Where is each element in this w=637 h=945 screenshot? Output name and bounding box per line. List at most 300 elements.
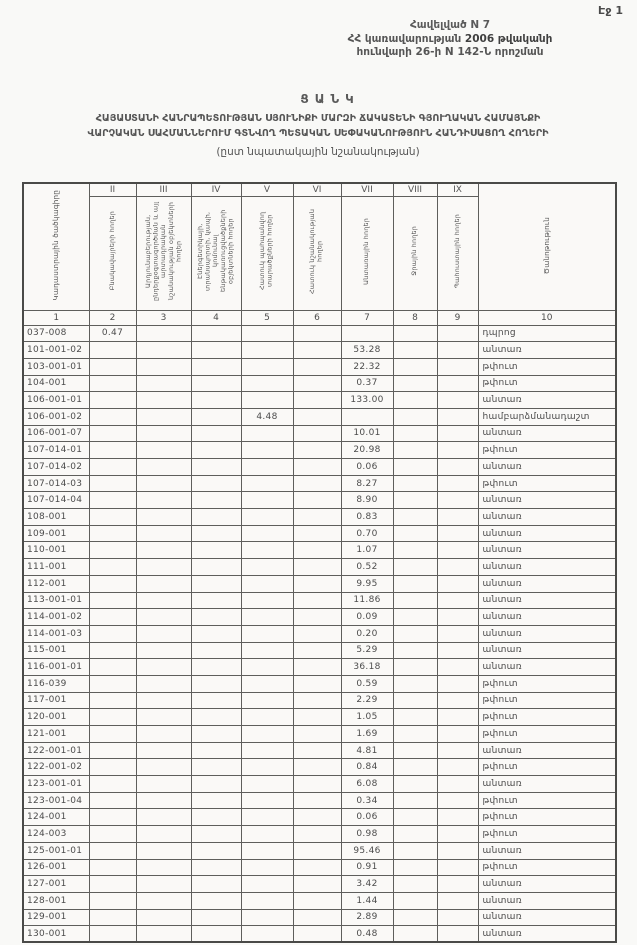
row-value: [89, 809, 136, 826]
row-note: անտառ: [478, 559, 616, 576]
row-value: 10.01: [341, 425, 393, 442]
col-header-industrial: Արդյունաբերության, ընդերքօգտագործման և այլ արտադրական նշանակության օբյեկտների հողեր: [136, 196, 191, 310]
appendix-line-2-normal: ՀՀ կառավարության: [347, 32, 465, 45]
row-value: 4.48: [241, 408, 293, 425]
row-code: 106-001-07: [23, 425, 89, 442]
row-value: [393, 876, 437, 893]
col-number-7: 7: [341, 310, 393, 325]
row-value: [393, 926, 437, 943]
col-number-10: 10: [478, 310, 616, 325]
table-row: [23, 809, 616, 826]
row-value: [393, 542, 437, 559]
row-value: [437, 642, 478, 659]
row-value: [437, 475, 478, 492]
page-number: Էջ 1: [598, 4, 623, 17]
row-value: [437, 859, 478, 876]
row-value: [136, 525, 191, 542]
row-value: [241, 892, 293, 909]
row-value: [437, 926, 478, 943]
row-value: [437, 559, 478, 576]
row-note: անտառ: [478, 909, 616, 926]
row-value: [393, 809, 437, 826]
row-value: [136, 625, 191, 642]
row-value: [437, 325, 478, 342]
row-note: անտառ: [478, 392, 616, 409]
row-value: [191, 892, 241, 909]
row-value: [393, 859, 437, 876]
row-value: [293, 609, 341, 626]
row-note: անտառ: [478, 926, 616, 943]
row-value: [89, 575, 136, 592]
row-code: 116-001-01: [23, 659, 89, 676]
row-value: [393, 909, 437, 926]
col-roman-5: V: [241, 183, 293, 196]
table-row: [23, 642, 616, 659]
col-header-cadastral-code: Կադաստրային ծածկագիրը: [23, 183, 89, 310]
row-value: [136, 742, 191, 759]
table-row: [23, 492, 616, 509]
row-value: [191, 659, 241, 676]
table-row: [23, 726, 616, 743]
table-row: [23, 358, 616, 375]
row-value: [437, 726, 478, 743]
row-value: [191, 859, 241, 876]
row-value: [393, 659, 437, 676]
row-value: 2.89: [341, 909, 393, 926]
row-value: [437, 659, 478, 676]
row-code: 107-014-02: [23, 459, 89, 476]
row-value: [191, 375, 241, 392]
row-value: [89, 542, 136, 559]
row-code: 126-001: [23, 859, 89, 876]
row-value: [191, 325, 241, 342]
row-note: անտառ: [478, 492, 616, 509]
col-header-water: Ջրային հողեր: [393, 196, 437, 310]
row-value: [191, 909, 241, 926]
row-value: [293, 926, 341, 943]
row-value: [241, 375, 293, 392]
row-value: [341, 325, 393, 342]
row-value: [241, 509, 293, 526]
row-value: [293, 425, 341, 442]
row-note: անտառ: [478, 509, 616, 526]
row-note: անտառ: [478, 459, 616, 476]
row-value: [393, 625, 437, 642]
col-header-forest: Անտառային հողեր: [341, 196, 393, 310]
row-value: [191, 642, 241, 659]
row-value: 0.59: [341, 675, 393, 692]
row-code: 121-001: [23, 726, 89, 743]
table-row: [23, 509, 616, 526]
subtitle-line-1: ՀԱՅԱՍՏԱՆԻ ՀԱՆՐԱՊԵՏՈՒԹՅԱՆ ՍՅՈՒՆԻՔԻ ՄԱՐԶԻ ՃԱԿԱՏԵՆԻ ԳՅՈՒՂԱԿԱՆ ՀԱՄԱՅՆՔԻ: [95, 113, 541, 124]
row-note: համբարձմանադաշտ: [478, 408, 616, 425]
row-value: [191, 358, 241, 375]
row-value: [241, 692, 293, 709]
row-note: թփուտ: [478, 692, 616, 709]
row-value: [89, 609, 136, 626]
row-value: [393, 392, 437, 409]
col-number-5: 5: [241, 310, 293, 325]
col-number-9: 9: [437, 310, 478, 325]
row-value: [191, 776, 241, 793]
row-value: [89, 358, 136, 375]
table-body: [23, 325, 616, 942]
land-parcels-table: [22, 182, 617, 943]
document-subtitle: [18, 111, 618, 141]
row-value: [293, 809, 341, 826]
row-value: [89, 675, 136, 692]
row-value: [393, 425, 437, 442]
row-code: 037-008: [23, 325, 89, 342]
col-header-note: Ծանոթություն: [478, 183, 616, 310]
row-value: [241, 642, 293, 659]
row-value: 0.06: [341, 459, 393, 476]
row-value: 95.46: [341, 842, 393, 859]
row-value: [437, 525, 478, 542]
row-value: [136, 859, 191, 876]
row-value: [393, 342, 437, 359]
row-note: անտառ: [478, 659, 616, 676]
row-value: [393, 525, 437, 542]
row-value: [136, 575, 191, 592]
row-value: [437, 609, 478, 626]
row-value: [393, 375, 437, 392]
row-value: [437, 675, 478, 692]
row-value: [136, 792, 191, 809]
row-value: [437, 692, 478, 709]
row-value: [241, 675, 293, 692]
row-value: [136, 876, 191, 893]
row-value: [191, 425, 241, 442]
row-note: անտառ: [478, 892, 616, 909]
table-row: [23, 675, 616, 692]
row-value: 9.95: [341, 575, 393, 592]
row-value: [191, 475, 241, 492]
row-value: 22.32: [341, 358, 393, 375]
row-value: [89, 459, 136, 476]
row-value: [293, 625, 341, 642]
row-value: [437, 459, 478, 476]
subtitle-line-2: ՎԱՐՉԱԿԱՆ ՍԱՀՄԱՆՆԵՐՈՒՄ ԳՏՆՎՈՂ ՊԵՏԱԿԱՆ ՍԵՓԱԿԱՆՈՒԹՅՈՒՆ ՀԱՆԴԻՍԱՑՈՂ ՀՈՂԵՐԻ: [87, 128, 549, 139]
row-value: [437, 776, 478, 793]
col-roman-6: VI: [293, 183, 341, 196]
row-value: [241, 592, 293, 609]
row-value: 0.70: [341, 525, 393, 542]
table-row: [23, 375, 616, 392]
row-value: [241, 859, 293, 876]
row-value: [89, 909, 136, 926]
row-value: [293, 726, 341, 743]
row-code: 104-001: [23, 375, 89, 392]
row-value: [136, 926, 191, 943]
row-value: [241, 926, 293, 943]
row-value: [89, 592, 136, 609]
row-value: [241, 358, 293, 375]
table-row: [23, 742, 616, 759]
row-value: 5.29: [341, 642, 393, 659]
row-value: [191, 826, 241, 843]
row-value: [393, 492, 437, 509]
row-value: [191, 559, 241, 576]
col-header-protected: Հատուկ պահպանվող տարածքների հողեր: [241, 196, 293, 310]
row-code: 113-001-01: [23, 592, 89, 609]
row-value: [293, 358, 341, 375]
row-code: 124-001: [23, 809, 89, 826]
row-note: անտառ: [478, 642, 616, 659]
row-value: [241, 876, 293, 893]
row-code: 114-001-02: [23, 609, 89, 626]
row-note: թփուտ: [478, 442, 616, 459]
row-code: 107-014-03: [23, 475, 89, 492]
row-value: [191, 609, 241, 626]
row-value: [191, 592, 241, 609]
row-value: [393, 459, 437, 476]
row-value: [136, 642, 191, 659]
table-row: [23, 475, 616, 492]
table-row: [23, 442, 616, 459]
row-note: թփուտ: [478, 792, 616, 809]
table-row: [23, 892, 616, 909]
row-value: [191, 442, 241, 459]
row-code: 120-001: [23, 709, 89, 726]
table-row: [23, 826, 616, 843]
table-row: [23, 325, 616, 342]
row-value: [136, 325, 191, 342]
row-value: [136, 675, 191, 692]
row-value: [136, 375, 191, 392]
row-value: [191, 809, 241, 826]
row-note: անտառ: [478, 876, 616, 893]
row-value: [437, 892, 478, 909]
row-value: 53.28: [341, 342, 393, 359]
col-header-special-purpose: Հատուկ նշանակության հողեր: [293, 196, 341, 310]
row-code: 129-001: [23, 909, 89, 926]
row-value: 0.48: [341, 926, 393, 943]
row-value: [293, 475, 341, 492]
row-note: թփուտ: [478, 826, 616, 843]
row-value: 0.84: [341, 759, 393, 776]
row-value: [241, 709, 293, 726]
table-row: [23, 559, 616, 576]
row-value: [89, 659, 136, 676]
row-note: թփուտ: [478, 859, 616, 876]
row-value: [393, 842, 437, 859]
row-code: 127-001: [23, 876, 89, 893]
row-value: [191, 692, 241, 709]
row-note: թփուտ: [478, 809, 616, 826]
row-code: 106-001-02: [23, 408, 89, 425]
scope-note: (ըստ նպատակային նշանակության): [216, 146, 420, 158]
row-code: 109-001: [23, 525, 89, 542]
table-row: [23, 592, 616, 609]
col-header-reserve: Պահուստային հողեր: [437, 196, 478, 310]
row-note: անտառ: [478, 842, 616, 859]
row-value: [89, 425, 136, 442]
row-value: [241, 559, 293, 576]
row-value: 0.98: [341, 826, 393, 843]
col-roman-2: II: [89, 183, 136, 196]
row-value: 0.06: [341, 809, 393, 826]
row-value: [393, 559, 437, 576]
row-value: [293, 442, 341, 459]
row-code: 103-001-01: [23, 358, 89, 375]
row-value: [191, 542, 241, 559]
row-code: 107-014-01: [23, 442, 89, 459]
row-value: [293, 375, 341, 392]
col-number-8: 8: [393, 310, 437, 325]
row-value: [293, 659, 341, 676]
row-value: [191, 759, 241, 776]
row-value: [437, 709, 478, 726]
row-value: [89, 709, 136, 726]
row-value: [393, 325, 437, 342]
row-value: [241, 625, 293, 642]
row-value: 1.44: [341, 892, 393, 909]
table-row: [23, 525, 616, 542]
row-value: 8.27: [341, 475, 393, 492]
row-value: [437, 492, 478, 509]
row-value: [136, 509, 191, 526]
table-row: [23, 776, 616, 793]
row-value: [136, 442, 191, 459]
row-value: [241, 459, 293, 476]
table-row: [23, 659, 616, 676]
row-note: թփուտ: [478, 375, 616, 392]
row-code: 106-001-01: [23, 392, 89, 409]
row-value: [293, 692, 341, 709]
row-code: 101-001-02: [23, 342, 89, 359]
row-value: 3.42: [341, 876, 393, 893]
col-roman-9: IX: [437, 183, 478, 196]
row-value: [136, 692, 191, 709]
row-value: 1.07: [341, 542, 393, 559]
row-value: [293, 776, 341, 793]
document-title: ՑԱՆԿ: [300, 92, 360, 106]
row-value: [241, 392, 293, 409]
row-code: 123-001-01: [23, 776, 89, 793]
row-value: [393, 575, 437, 592]
row-value: 20.98: [341, 442, 393, 459]
table-row: [23, 342, 616, 359]
row-value: [241, 609, 293, 626]
row-value: [293, 826, 341, 843]
row-value: [293, 525, 341, 542]
header-roman-row: [23, 183, 616, 196]
row-value: [293, 909, 341, 926]
row-value: [437, 442, 478, 459]
row-code: 111-001: [23, 559, 89, 576]
row-code: 114-001-03: [23, 625, 89, 642]
table-row: [23, 909, 616, 926]
row-note: անտառ: [478, 542, 616, 559]
col-number-6: 6: [293, 310, 341, 325]
row-value: [136, 492, 191, 509]
row-value: [89, 842, 136, 859]
table-row: [23, 876, 616, 893]
row-note: թփուտ: [478, 358, 616, 375]
row-value: [241, 492, 293, 509]
row-value: [191, 842, 241, 859]
row-value: [241, 325, 293, 342]
col-roman-8: VIII: [393, 183, 437, 196]
row-note: անտառ: [478, 742, 616, 759]
table-row: [23, 926, 616, 943]
row-note: թփուտ: [478, 759, 616, 776]
row-value: [136, 408, 191, 425]
row-value: [437, 358, 478, 375]
row-value: [293, 709, 341, 726]
row-value: [191, 459, 241, 476]
row-note: անտառ: [478, 625, 616, 642]
row-value: [136, 392, 191, 409]
row-value: [136, 592, 191, 609]
row-value: 0.83: [341, 509, 393, 526]
row-code: 123-001-04: [23, 792, 89, 809]
table-row: [23, 392, 616, 409]
row-value: [393, 826, 437, 843]
row-value: [191, 575, 241, 592]
row-code: 115-001: [23, 642, 89, 659]
row-value: [136, 459, 191, 476]
row-value: [393, 475, 437, 492]
row-value: [241, 826, 293, 843]
col-number-1: 1: [23, 310, 89, 325]
row-note: անտառ: [478, 592, 616, 609]
row-value: [437, 909, 478, 926]
row-note: անտառ: [478, 609, 616, 626]
row-value: [191, 675, 241, 692]
row-value: [136, 559, 191, 576]
row-value: [241, 909, 293, 926]
row-value: 0.47: [89, 325, 136, 342]
row-value: [191, 625, 241, 642]
col-roman-3: III: [136, 183, 191, 196]
row-value: [393, 792, 437, 809]
row-value: [136, 809, 191, 826]
row-value: [241, 342, 293, 359]
table-row: [23, 575, 616, 592]
row-value: [293, 408, 341, 425]
row-code: 124-003: [23, 826, 89, 843]
row-value: 0.34: [341, 792, 393, 809]
row-value: [241, 726, 293, 743]
col-number-2: 2: [89, 310, 136, 325]
row-note: թփուտ: [478, 675, 616, 692]
row-note: անտառ: [478, 575, 616, 592]
row-value: [293, 892, 341, 909]
row-code: 112-001: [23, 575, 89, 592]
row-value: [136, 892, 191, 909]
row-value: [136, 425, 191, 442]
row-value: [89, 726, 136, 743]
row-value: [393, 442, 437, 459]
row-value: [89, 759, 136, 776]
row-value: [293, 492, 341, 509]
row-value: 2.29: [341, 692, 393, 709]
row-note: դպրոց: [478, 325, 616, 342]
row-value: [437, 408, 478, 425]
row-value: [241, 575, 293, 592]
row-value: [191, 342, 241, 359]
row-value: [241, 442, 293, 459]
row-value: [136, 542, 191, 559]
row-value: [136, 726, 191, 743]
row-code: 122-001-02: [23, 759, 89, 776]
row-value: [293, 342, 341, 359]
row-value: [437, 742, 478, 759]
row-note: թփուտ: [478, 475, 616, 492]
row-value: 1.69: [341, 726, 393, 743]
